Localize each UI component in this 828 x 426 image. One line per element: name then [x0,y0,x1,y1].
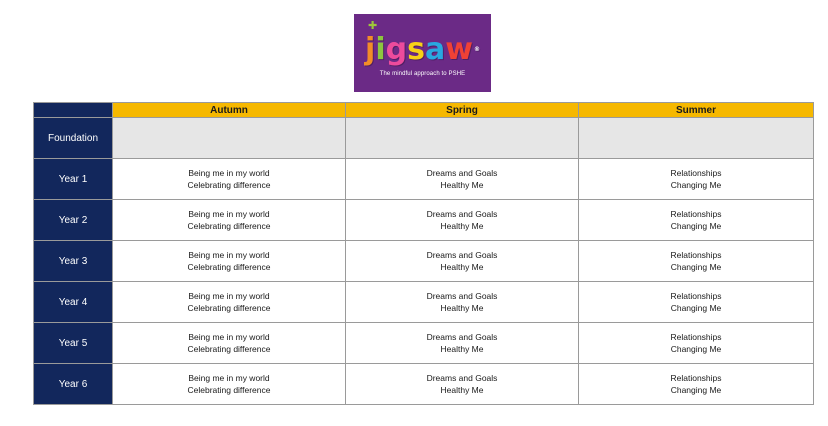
topic: Changing Me [670,385,722,395]
topic: Dreams and Goals [426,291,498,301]
table-row [34,282,814,323]
topic: Celebrating difference [187,262,271,272]
topic: Changing Me [670,262,722,272]
foundation-row [34,118,814,159]
topic: Being me in my world [188,168,270,178]
topic: Celebrating difference [187,303,271,313]
spring-cell [346,241,579,282]
row-label: Year 6 [34,364,113,405]
logo-letter-a: a [424,32,446,67]
spring-cell [346,282,579,323]
topic: Healthy Me [440,385,484,395]
spring-cell [346,200,579,241]
season-header-row [34,103,814,118]
topic: Healthy Me [440,344,484,354]
logo-letter-s: s [407,32,425,67]
foundation-autumn-cell [113,118,346,159]
logo-wordmark [365,32,480,67]
row-label: Year 3 [34,241,113,282]
autumn-cell [113,323,346,364]
registered-mark: ® [473,46,480,53]
topic: Dreams and Goals [426,250,498,260]
logo-letter-i: i [375,32,386,67]
logo-letter-g: g [385,32,408,67]
spring-cell [346,323,579,364]
topic: Healthy Me [440,221,484,231]
foundation-spring-cell [346,118,579,159]
topic: Dreams and Goals [426,168,498,178]
topic: Being me in my world [188,209,270,219]
topic: Celebrating difference [187,221,271,231]
puzzle-piece-icon: ✚ [368,20,378,32]
spring-cell [346,159,579,200]
table-row [34,200,814,241]
row-label: Year 2 [34,200,113,241]
row-label: Year 5 [34,323,113,364]
autumn-cell [113,282,346,323]
autumn-cell [113,364,346,405]
topic: Healthy Me [440,180,484,190]
season-header-summer: Summer [579,103,814,118]
summer-cell [579,159,814,200]
topic: Healthy Me [440,303,484,313]
autumn-cell [113,200,346,241]
topic: Healthy Me [440,262,484,272]
topic: Relationships [670,291,722,301]
topic: Changing Me [670,180,722,190]
corner-cell [34,103,113,118]
summer-cell [579,200,814,241]
topic: Dreams and Goals [426,373,498,383]
topic: Relationships [670,250,722,260]
row-label: Year 4 [34,282,113,323]
topic: Dreams and Goals [426,209,498,219]
season-header-spring: Spring [346,103,579,118]
topic: Dreams and Goals [426,332,498,342]
logo-letter-w: w [445,32,473,67]
summer-cell [579,282,814,323]
foundation-summer-cell [579,118,814,159]
season-header-autumn: Autumn [113,103,346,118]
logo-tagline: The mindful approach to PSHE [379,71,466,77]
row-label: Year 1 [34,159,113,200]
topic: Celebrating difference [187,180,271,190]
topic: Relationships [670,168,722,178]
summer-cell [579,241,814,282]
topic: Being me in my world [188,332,270,342]
topic: Changing Me [670,344,722,354]
table-row [34,241,814,282]
topic: Relationships [670,209,722,219]
table-row [34,159,814,200]
topic: Celebrating difference [187,344,271,354]
row-label-foundation: Foundation [34,118,113,159]
topic: Changing Me [670,303,722,313]
summer-cell [579,323,814,364]
curriculum-table [33,102,814,405]
table-row [34,364,814,405]
spring-cell [346,364,579,405]
table-row [34,323,814,364]
summer-cell [579,364,814,405]
topic: Being me in my world [188,250,270,260]
autumn-cell [113,159,346,200]
topic: Changing Me [670,221,722,231]
topic: Being me in my world [188,291,270,301]
topic: Relationships [670,332,722,342]
logo-letter-j: j [365,32,376,67]
autumn-cell [113,241,346,282]
topic: Relationships [670,373,722,383]
topic: Celebrating difference [187,385,271,395]
topic: Being me in my world [188,373,270,383]
